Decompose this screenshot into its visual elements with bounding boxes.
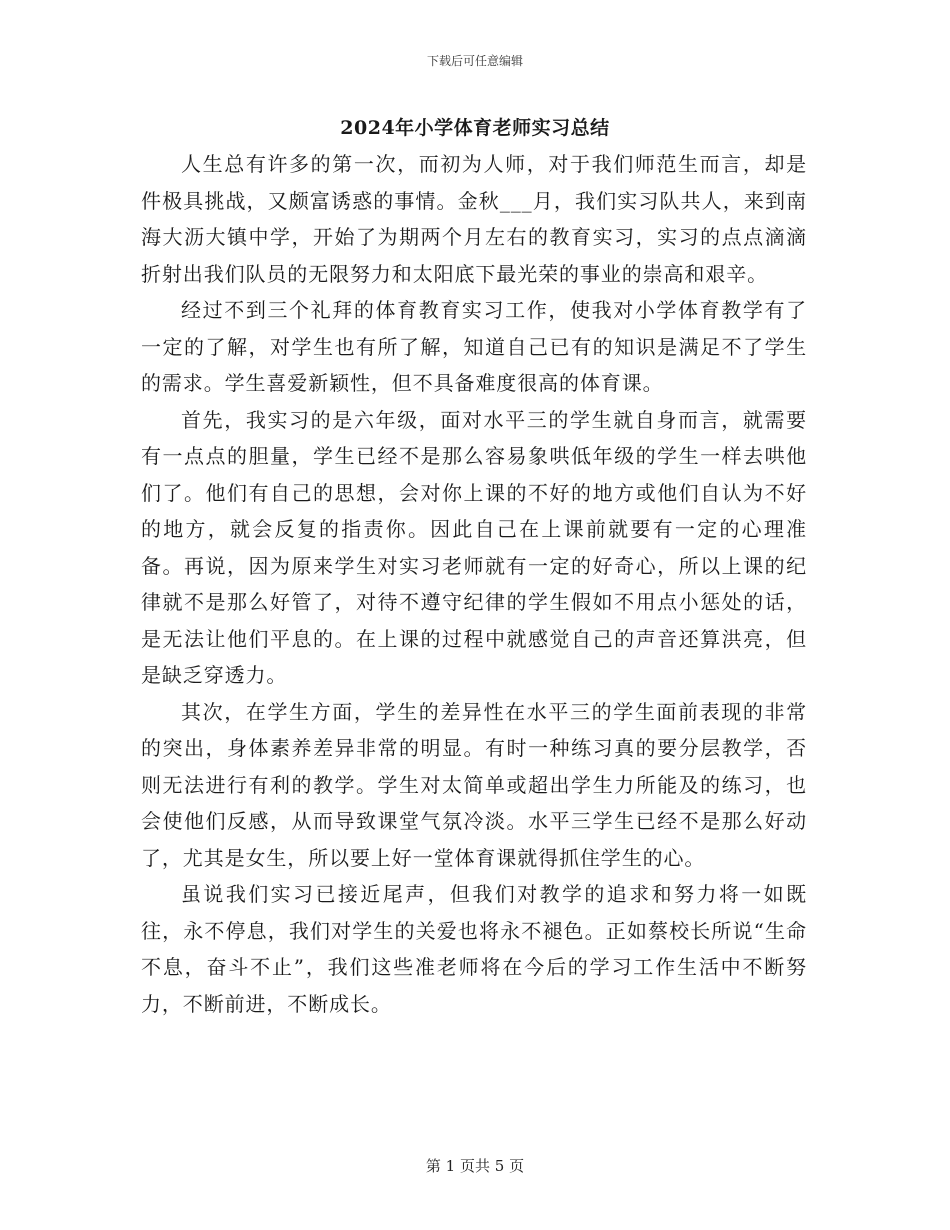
document-title: 2024年小学体育老师实习总结 [340,117,610,139]
document-body [141,146,807,1022]
paragraph-3: 首先，我实习的是六年级，面对水平三的学生就自身而言，就需要有一点点的胆量，学生已经不是那么容易象哄低年级的学生一样去哄他们了。他们有自己的思想，会对你上课的不好的地方或他们自认为不好的地方，就会反复的指责你。因此自己在上课前就要有一定的心理准备。再说，因为原来学生对实习老师就有一定的好奇心，所以上课的纪律就不是那么好管了，对待不遵守纪律的学生假如不用点小惩处的话，是无法让他们平息的。在上课的过程中就感觉自己的声音还算洪亮，但是缺乏穿透力。 [141,407,807,687]
paragraph-1: 人生总有许多的第一次，而初为人师，对于我们师范生而言，却是件极具挑战，又颇富诱惑的事情。金秋___月，我们实习队共人，来到南海大沥大镇中学，开始了为期两个月左右的教育实习，实习的点点滴滴折射出我们队员的无限努力和太阳底下最光荣的事业的崇高和艰辛。 [141,152,807,286]
paragraph-4: 其次，在学生方面，学生的差异性在水平三的学生面前表现的非常的突出，身体素养差异非常的明显。有时一种练习真的要分层教学，否则无法进行有利的教学。学生对太简单或超出学生力所能及的练习，也会使他们反感，从而导致课堂气氛冷淡。水平三学生已经不是那么好动了，尤其是女生，所以要上好一堂体育课就得抓住学生的心。 [141,699,807,870]
page-header: 下载后可任意编辑 [426,54,523,68]
page-footer: 第 1 页共 5 页 [425,1157,525,1175]
paragraph-5: 虽说我们实习已接近尾声，但我们对教学的追求和努力将一如既往，永不停息，我们对学生的关爱也将永不褪色。正如蔡校长所说“生命不息，奋斗不止”，我们这些准老师将在今后的学习工作生活中不断努力，不断前进，不断成长。 [141,882,807,1016]
paragraph-2: 经过不到三个礼拜的体育教育实习工作，使我对小学体育教学有了一定的了解，对学生也有所了解，知道自己已有的知识是满足不了学生的需求。学生喜爱新颖性，但不具备难度很高的体育课。 [141,298,807,395]
